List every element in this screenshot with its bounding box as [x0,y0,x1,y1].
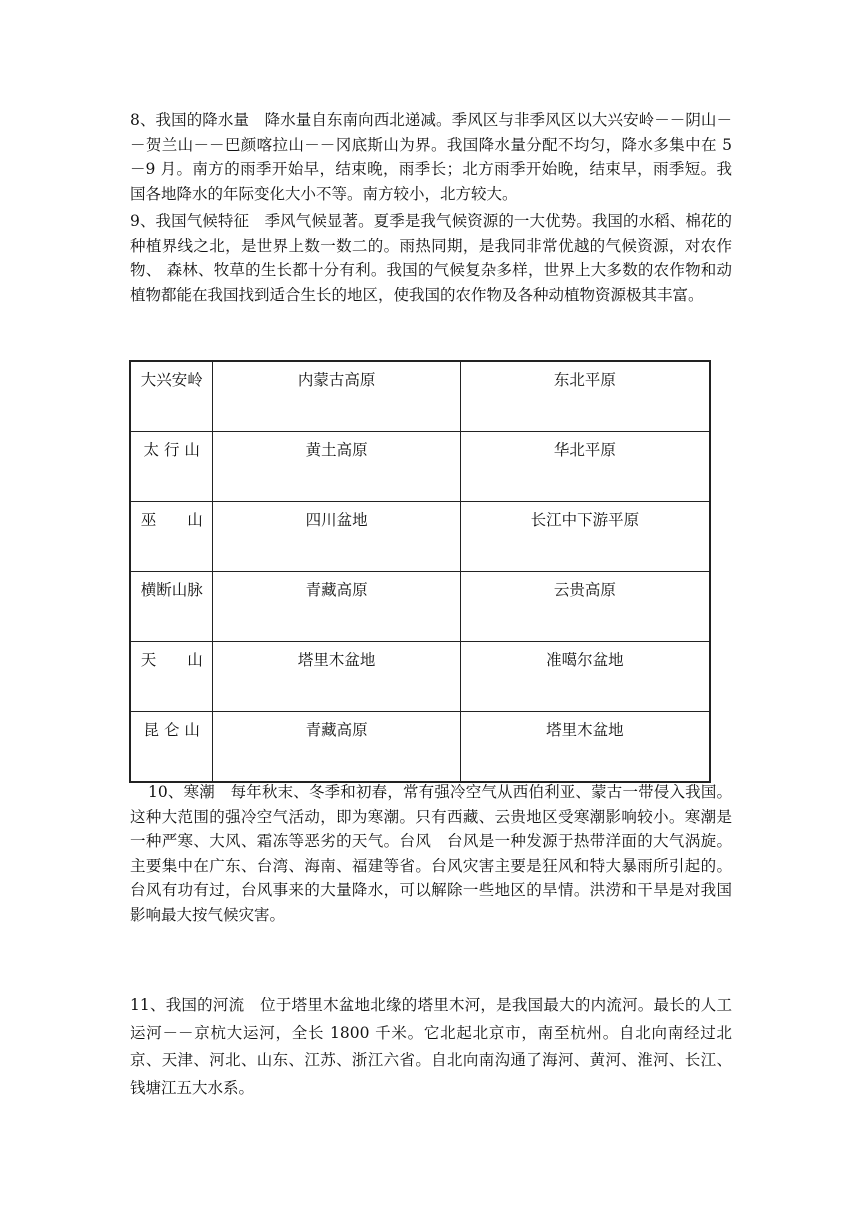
table-cell-east-terrain: 塔里木盆地 [460,712,710,783]
paragraph-rivers: 11、我国的河流 位于塔里木盆地北缘的塔里木河，是我国最大的内流河。最长的人工运河－－京杭大运河，全长 1800 千米。它北起北京市，南至杭州。自北向南经过北京、天津、河北、山东、江苏、浙江六省。自北向南沟通了海河、黄河、淮河、长江、钱塘江五大水系。 [130,996,732,1097]
table-cell-east-terrain: 华北平原 [460,432,710,502]
table-row [130,712,710,783]
table-cell-west-terrain: 青藏高原 [213,572,460,642]
table-cell-mountain: 天 山 [130,642,213,712]
mountain-terrain-table [129,360,711,783]
table-cell-mountain: 太 行 山 [130,432,213,502]
table-cell-east-terrain: 云贵高原 [460,572,710,642]
table-row [130,502,710,572]
table-row [130,432,710,502]
table-cell-west-terrain: 塔里木盆地 [213,642,460,712]
table-row [130,572,710,642]
table-cell-mountain: 巫 山 [130,502,213,572]
table-cell-east-terrain: 东北平原 [460,361,710,432]
table-cell-mountain: 昆 仑 山 [130,712,213,783]
table-row [130,642,710,712]
paragraph-climate-features: 9、我国气候特征 季风气候显著。夏季是我气候资源的一大优势。我国的水稻、棉花的种植界线之北，是世界上数一数二的。雨热同期，是我同非常优越的气候资源，对农作物、 森林、牧草的生长都十分有利。我国的气候复杂多样，世界上大多数的农作物和动植物都能在我国找到适合生长的地区，使我国的农作物及各种动植物资源极其丰富。 [130,212,732,304]
paragraph-precipitation: 8、我国的降水量 降水量自东南向西北递减。季风区与非季风区以大兴安岭－－阴山－－贺兰山－－巴颜喀拉山－－冈底斯山为界。我国降水量分配不均匀，降水多集中在 5－9 月。南方的雨季开始早，结束晚，雨季长；北方雨季开始晚，结束早，雨季短。我国各地降水的年际变化大小不等。南方较小，北方较大。 [130,111,732,203]
paragraph-cold-wave-typhoon: 10、寒潮 每年秋末、冬季和初春，常有强冷空气从西伯利亚、蒙古一带侵入我国。这种大范围的强冷空气活动，即为寒潮。只有西藏、云贵地区受寒潮影响较小。寒潮是一种严寒、大风、霜冻等恶劣的天气。台风 台风是一种发源于热带洋面的大气涡旋。主要集中在广东、台湾、海南、福建等省。台风灾害主要是狂风和特大暴雨所引起的。台风有功有过，台风事来的大量降水，可以解除一些地区的旱情。洪涝和干旱是对我国影响最大按气候灾害。 [130,783,732,924]
table-row [130,361,710,432]
table-cell-east-terrain: 长江中下游平原 [460,502,710,572]
table-cell-west-terrain: 四川盆地 [213,502,460,572]
table-cell-west-terrain: 黄土高原 [213,432,460,502]
table-cell-west-terrain: 青藏高原 [213,712,460,783]
table-cell-mountain: 横断山脉 [130,572,213,642]
table-cell-east-terrain: 准噶尔盆地 [460,642,710,712]
table-cell-mountain: 大兴安岭 [130,361,213,432]
table-cell-west-terrain: 内蒙古高原 [213,361,460,432]
